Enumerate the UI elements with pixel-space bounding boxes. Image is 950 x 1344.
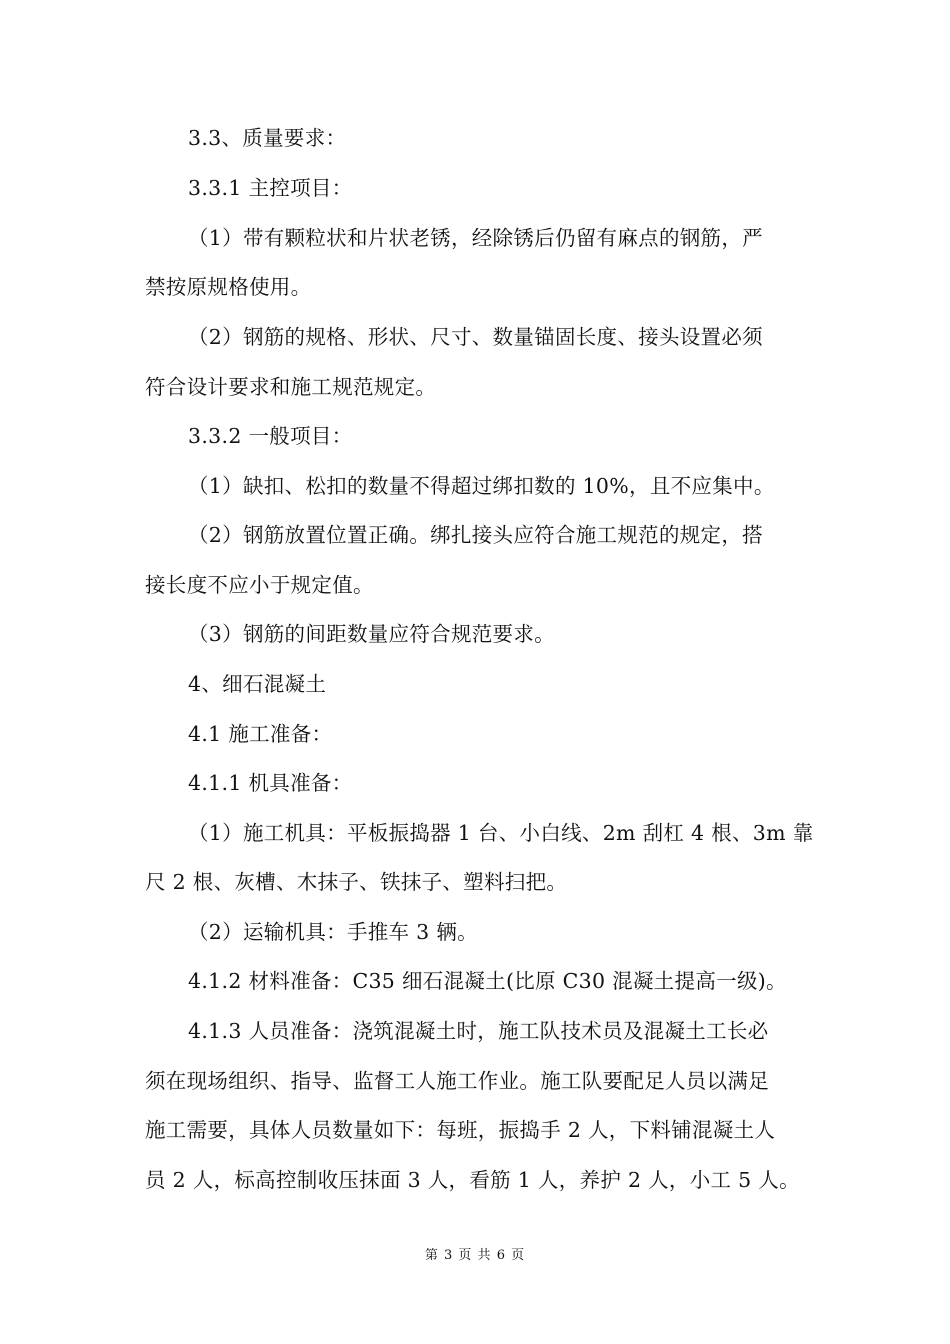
paragraph-line: 施工需要，具体人员数量如下：每班，振捣手 2 人，下料铺混凝土人 [145,1118,776,1142]
subsection-heading-4-1: 4.1 施工准备： [188,722,333,746]
subsection-heading-3-3-1: 3.3.1 主控项目： [188,176,353,200]
paragraph-line: （2）运输机具：手推车 3 辆。 [188,920,478,944]
subsection-heading-3-3-2: 3.3.2 一般项目： [188,424,353,448]
paragraph-line: （2）钢筋的规格、形状、尺寸、数量锚固长度、接头设置必须 [188,325,763,349]
paragraph-line: 4.1.2 材料准备：C35 细石混凝土(比原 C30 混凝土提高一级)。 [188,969,787,993]
paragraph-line: 须在现场组织、指导、监督工人施工作业。施工队要配足人员以满足 [145,1069,769,1093]
paragraph-line: 尺 2 根、灰槽、木抹子、铁抹子、塑料扫把。 [145,870,568,894]
paragraph-line: （3）钢筋的间距数量应符合规范要求。 [188,622,555,646]
paragraph-line: 接长度不应小于规定值。 [145,573,374,597]
page-number-footer: 第 3 页 共 6 页 [424,1248,526,1263]
paragraph-line: （2）钢筋放置位置正确。绑扎接头应符合施工规范的规定，搭 [188,523,763,547]
paragraph-line: （1）施工机具：平板振捣器 1 台、小白线、2m 刮杠 4 根、3m 靠 [188,821,814,845]
paragraph-line: （1）缺扣、松扣的数量不得超过绑扣数的 10%，且不应集中。 [188,474,775,498]
paragraph-line: 禁按原规格使用。 [145,275,312,299]
section-heading-3-3: 3.3、质量要求： [188,126,347,150]
paragraph-line: 4.1.3 人员准备：浇筑混凝土时，施工队技术员及混凝土工长必 [188,1019,769,1043]
subsection-heading-4-1-1: 4.1.1 机具准备： [188,771,353,795]
section-heading-4: 4、细石混凝土 [188,672,327,696]
paragraph-line: （1）带有颗粒状和片状老锈，经除锈后仍留有麻点的钢筋，严 [188,226,763,250]
paragraph-line: 员 2 人，标高控制收压抹面 3 人，看筋 1 人，养护 2 人，小工 5 人。 [145,1168,800,1192]
paragraph-line: 符合设计要求和施工规范规定。 [145,375,437,399]
